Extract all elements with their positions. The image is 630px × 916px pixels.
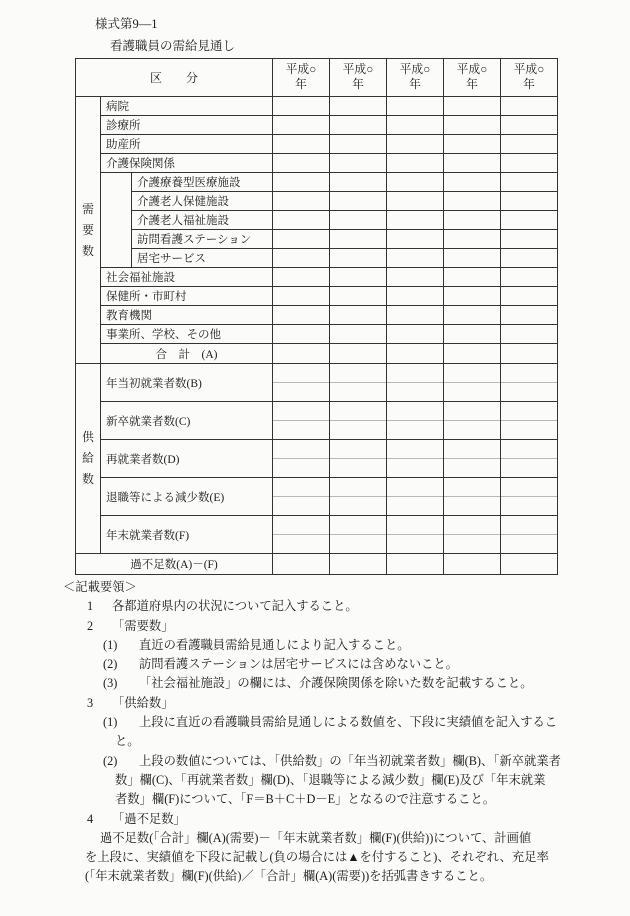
data-cell-total-year3 <box>387 344 444 364</box>
data-cell-demand2-year3 <box>387 116 444 135</box>
supply-row-label-cell: 退職等による減少数(E) <box>101 478 273 516</box>
data-cell-demand1-year5 <box>501 97 558 116</box>
data-cell-demand5-year1 <box>273 173 330 192</box>
data-cell-demand6-year1 <box>273 192 330 211</box>
note-line-6 <box>0 694 630 713</box>
plan-value-cell <box>501 516 557 535</box>
data-cell-demand13-year2 <box>330 325 387 344</box>
data-cell-demand8-year3 <box>387 230 444 249</box>
row-label-cell: 保健所・市町村 <box>101 287 273 306</box>
table-row-demand-7 <box>76 211 558 230</box>
table-row-supply-1 <box>76 364 558 402</box>
table-row-demand-13 <box>76 325 558 344</box>
data-cell-demand7-year3 <box>387 211 444 230</box>
data-cell-demand12-year5 <box>501 306 558 325</box>
plan-value-cell <box>330 440 386 459</box>
data-cell-demand6-year5 <box>501 192 558 211</box>
data-cell-shortage-year1 <box>273 554 330 575</box>
data-cell-demand12-year1 <box>273 306 330 325</box>
split-data-cell-supply2-year1 <box>273 402 330 440</box>
table-row-total <box>76 344 558 364</box>
plan-value-cell <box>330 516 386 535</box>
sub-row-label-cell: 訪問看護ステーション <box>132 230 273 249</box>
actual-value-cell <box>330 535 386 553</box>
year-bottom-label: 年 <box>352 77 364 91</box>
supply-row-label-cell: 年末就業者数(F) <box>101 516 273 554</box>
table-row-demand-6 <box>76 192 558 211</box>
data-cell-demand9-year5 <box>501 249 558 268</box>
data-cell-demand10-year2 <box>330 268 387 287</box>
year-top-label: 平成○ <box>285 61 317 76</box>
row-label-cell: 病院 <box>101 97 273 116</box>
note-line-number: (2) <box>103 753 118 768</box>
split-data-cell-supply3-year1 <box>273 440 330 478</box>
actual-value-cell <box>501 383 557 401</box>
actual-value-cell <box>273 535 329 553</box>
split-data-cell-supply4-year2 <box>330 478 387 516</box>
supply-group-cell <box>76 364 101 554</box>
plan-value-cell <box>273 364 329 383</box>
data-cell-demand10-year4 <box>444 268 501 287</box>
data-cell-demand2-year2 <box>330 116 387 135</box>
header-year-cell-2 <box>330 59 387 97</box>
actual-value-cell <box>444 459 500 477</box>
table-row-supply-3 <box>76 440 558 478</box>
split-data-cell-supply5-year2 <box>330 516 387 554</box>
header-year-cell-3 <box>387 59 444 97</box>
actual-value-cell <box>273 497 329 515</box>
split-data-cell-supply1-year5 <box>501 364 558 402</box>
table-row-demand-10 <box>76 268 558 287</box>
plan-value-cell <box>387 364 443 383</box>
data-cell-demand13-year1 <box>273 325 330 344</box>
sub-row-label-cell: 介護老人保健施設 <box>132 192 273 211</box>
actual-value-cell <box>273 421 329 439</box>
table-row-demand-1 <box>76 97 558 116</box>
data-cell-demand2-year1 <box>273 116 330 135</box>
actual-value-cell <box>330 497 386 515</box>
data-cell-demand6-year3 <box>387 192 444 211</box>
data-cell-demand1-year3 <box>387 97 444 116</box>
data-cell-total-year1 <box>273 344 330 364</box>
actual-value-cell <box>501 459 557 477</box>
plan-value-cell <box>501 402 557 421</box>
plan-value-cell <box>273 402 329 421</box>
supply-row-label-cell: 新卒就業者数(C) <box>101 402 273 440</box>
data-cell-demand7-year4 <box>444 211 501 230</box>
actual-value-cell <box>444 421 500 439</box>
actual-value-cell <box>387 535 443 553</box>
plan-value-cell <box>330 364 386 383</box>
actual-value-cell <box>444 383 500 401</box>
data-cell-demand6-year4 <box>444 192 501 211</box>
row-label-cell: 助産所 <box>101 135 273 154</box>
table-row-supply-2 <box>76 402 558 440</box>
actual-value-cell <box>501 497 557 515</box>
data-cell-demand7-year5 <box>501 211 558 230</box>
data-cell-demand6-year2 <box>330 192 387 211</box>
form-number: 様式第9―1 <box>95 17 158 31</box>
data-cell-shortage-year2 <box>330 554 387 575</box>
data-cell-demand13-year5 <box>501 325 558 344</box>
actual-value-cell <box>387 459 443 477</box>
table-row-shortage <box>76 554 558 575</box>
header-year-cell-1 <box>273 59 330 97</box>
actual-value-cell <box>387 383 443 401</box>
table-row-supply-5 <box>76 516 558 554</box>
sub-indent-strip <box>101 173 132 268</box>
row-label-cell: 教育機関 <box>101 306 273 325</box>
data-cell-demand3-year2 <box>330 135 387 154</box>
plan-value-cell <box>387 516 443 535</box>
split-data-cell-supply3-year3 <box>387 440 444 478</box>
split-data-cell-supply4-year4 <box>444 478 501 516</box>
year-bottom-label: 年 <box>409 77 421 91</box>
table-row-supply-4 <box>76 478 558 516</box>
plan-value-cell <box>387 478 443 497</box>
plan-value-cell <box>444 364 500 383</box>
note-line-text: 各都道府県内の状況について記入すること。 <box>112 599 358 614</box>
data-cell-total-year4 <box>444 344 501 364</box>
actual-value-cell <box>501 535 557 553</box>
year-top-label: 平成○ <box>513 61 545 76</box>
sub-row-label-cell: 介護老人福祉施設 <box>132 211 273 230</box>
row-label-cell: 診療所 <box>101 116 273 135</box>
split-data-cell-supply4-year1 <box>273 478 330 516</box>
data-cell-demand12-year2 <box>330 306 387 325</box>
data-cell-total-year5 <box>501 344 558 364</box>
plan-value-cell <box>330 402 386 421</box>
split-data-cell-supply2-year3 <box>387 402 444 440</box>
plan-value-cell <box>501 478 557 497</box>
split-data-cell-supply4-year3 <box>387 478 444 516</box>
data-cell-demand10-year1 <box>273 268 330 287</box>
data-cell-demand11-year3 <box>387 287 444 306</box>
note-line-number: 2 <box>87 618 94 633</box>
note-line-text: 「社会福祉施設」の欄には、介護保険関係を除いた数を記載すること。 <box>139 676 533 691</box>
actual-value-cell <box>330 421 386 439</box>
data-cell-demand10-year5 <box>501 268 558 287</box>
group-label-char: 供 <box>82 430 94 444</box>
data-cell-demand10-year3 <box>387 268 444 287</box>
split-data-cell-supply3-year5 <box>501 440 558 478</box>
header-year-cell-4 <box>444 59 501 97</box>
actual-value-cell <box>387 497 443 515</box>
demand-group-cell <box>76 97 101 364</box>
actual-value-cell <box>444 535 500 553</box>
table-row-demand-12 <box>76 306 558 325</box>
group-label-char: 給 <box>82 451 94 465</box>
group-label-char: 需 <box>82 201 94 216</box>
note-line-5 <box>0 674 630 693</box>
actual-value-cell <box>330 459 386 477</box>
note-line-number: (3) <box>103 676 118 691</box>
shortage-row-label-cell: 過不足数(A)－(F) <box>76 554 273 575</box>
note-line-2 <box>0 617 630 636</box>
actual-value-cell <box>387 421 443 439</box>
data-cell-demand1-year1 <box>273 97 330 116</box>
group-label-char: 数 <box>82 243 94 258</box>
table-row-demand-3 <box>76 135 558 154</box>
supply-row-label-cell: 再就業者数(D) <box>101 440 273 478</box>
group-label-char: 数 <box>82 472 94 486</box>
split-data-cell-supply1-year3 <box>387 364 444 402</box>
plan-value-cell <box>387 440 443 459</box>
table-row-demand-5 <box>76 173 558 192</box>
note-line-11: 者数」欄(F)について、「F＝B＋C＋D－E」となるので注意すること。 <box>115 792 496 807</box>
notes-heading: ＜記載要領＞ <box>63 580 137 594</box>
plan-value-cell <box>501 364 557 383</box>
year-top-label: 平成○ <box>342 61 374 76</box>
actual-value-cell <box>330 383 386 401</box>
note-line-15: (「年末就業者数」欄(F)(供給)／「合計」欄(A)(需要))を括弧書きすること。 <box>85 869 493 884</box>
data-cell-demand3-year1 <box>273 135 330 154</box>
split-data-cell-supply5-year1 <box>273 516 330 554</box>
split-data-cell-supply1-year1 <box>273 364 330 402</box>
data-cell-demand1-year2 <box>330 97 387 116</box>
data-cell-demand9-year1 <box>273 249 330 268</box>
year-top-label: 平成○ <box>399 61 431 76</box>
note-line-text: 「過不足数」 <box>112 811 186 826</box>
data-cell-demand4-year4 <box>444 154 501 173</box>
note-line-number: 3 <box>87 695 94 710</box>
data-cell-demand8-year4 <box>444 230 501 249</box>
supply-row-label-cell: 年当初就業者数(B) <box>101 364 273 402</box>
row-label-cell: 介護保険関係 <box>101 154 273 173</box>
table-row-demand-4 <box>76 154 558 173</box>
header-category-cell: 区 分 <box>76 59 273 97</box>
data-cell-demand8-year5 <box>501 230 558 249</box>
data-cell-demand8-year1 <box>273 230 330 249</box>
data-cell-demand5-year2 <box>330 173 387 192</box>
split-data-cell-supply3-year2 <box>330 440 387 478</box>
table-row-demand-11 <box>76 287 558 306</box>
note-line-number: (1) <box>103 637 118 652</box>
note-line-9 <box>0 752 630 771</box>
sub-row-label-cell: 居宅サービス <box>132 249 273 268</box>
actual-value-cell <box>273 383 329 401</box>
data-cell-demand3-year4 <box>444 135 501 154</box>
plan-value-cell <box>273 478 329 497</box>
actual-value-cell <box>273 459 329 477</box>
group-label-char: 要 <box>82 222 94 237</box>
split-data-cell-supply5-year4 <box>444 516 501 554</box>
note-line-number: (1) <box>103 715 118 730</box>
row-label-cell: 事業所、学校、その他 <box>101 325 273 344</box>
data-cell-shortage-year3 <box>387 554 444 575</box>
table-row-demand-9 <box>76 249 558 268</box>
note-line-text: 「供給数」 <box>112 695 174 710</box>
data-cell-demand11-year2 <box>330 287 387 306</box>
split-data-cell-supply1-year4 <box>444 364 501 402</box>
note-line-13: 過不足数(「合計」欄(A)(需要)－「年末就業者数」欄(F)(供給))について、計画値 <box>100 830 532 845</box>
data-cell-demand5-year5 <box>501 173 558 192</box>
year-bottom-label: 年 <box>466 77 478 91</box>
note-line-text: 直近の看護職員需給見通しにより記入すること。 <box>139 637 410 652</box>
data-cell-demand9-year3 <box>387 249 444 268</box>
data-cell-demand5-year4 <box>444 173 501 192</box>
plan-value-cell <box>444 402 500 421</box>
actual-value-cell <box>501 421 557 439</box>
note-line-text: 上段に直近の看護職員需給見通しによる数値を、下段に実績値を記入するこ <box>139 715 558 730</box>
actual-value-cell <box>444 497 500 515</box>
note-line-text: 「需要数」 <box>112 618 174 633</box>
split-data-cell-supply2-year2 <box>330 402 387 440</box>
data-cell-demand11-year1 <box>273 287 330 306</box>
plan-value-cell <box>444 440 500 459</box>
table-header-row <box>76 59 558 97</box>
data-cell-demand9-year2 <box>330 249 387 268</box>
data-cell-demand9-year4 <box>444 249 501 268</box>
year-top-label: 平成○ <box>456 61 488 76</box>
table-row-demand-8 <box>76 230 558 249</box>
plan-value-cell <box>444 478 500 497</box>
sub-row-label-cell: 介護療養型医療施設 <box>132 173 273 192</box>
data-cell-demand12-year4 <box>444 306 501 325</box>
split-data-cell-supply5-year5 <box>501 516 558 554</box>
plan-value-cell <box>387 402 443 421</box>
data-cell-total-year2 <box>330 344 387 364</box>
data-cell-demand4-year5 <box>501 154 558 173</box>
data-cell-demand3-year5 <box>501 135 558 154</box>
document-title: 看護職員の需給見通し <box>110 39 236 53</box>
table-row-demand-2 <box>76 116 558 135</box>
data-cell-demand7-year1 <box>273 211 330 230</box>
plan-value-cell <box>330 478 386 497</box>
note-line-text: 上段の数値については、「供給数」の「年当初就業者数」欄(B)、「新卒就業者 <box>139 753 561 768</box>
split-data-cell-supply1-year2 <box>330 364 387 402</box>
year-bottom-label: 年 <box>523 77 535 91</box>
split-data-cell-supply2-year5 <box>501 402 558 440</box>
plan-value-cell <box>273 516 329 535</box>
split-data-cell-supply5-year3 <box>387 516 444 554</box>
note-line-8: と。 <box>115 734 140 749</box>
data-cell-demand8-year2 <box>330 230 387 249</box>
note-line-4 <box>0 655 630 674</box>
note-line-3 <box>0 636 630 655</box>
data-cell-demand5-year3 <box>387 173 444 192</box>
note-line-number: 4 <box>87 811 94 826</box>
split-data-cell-supply3-year4 <box>444 440 501 478</box>
note-line-10: 数」欄(C)、「再就業者数」欄(D)、「退職等による減少数」欄(E)及び「年末就業 <box>115 772 546 787</box>
plan-value-cell <box>273 440 329 459</box>
row-label-cell: 社会福祉施設 <box>101 268 273 287</box>
note-line-number: 1 <box>87 599 94 614</box>
header-year-cell-5 <box>501 59 558 97</box>
split-data-cell-supply4-year5 <box>501 478 558 516</box>
nurse-supply-demand-table <box>75 58 558 575</box>
data-cell-demand4-year1 <box>273 154 330 173</box>
data-cell-demand2-year4 <box>444 116 501 135</box>
data-cell-demand3-year3 <box>387 135 444 154</box>
plan-value-cell <box>444 516 500 535</box>
data-cell-shortage-year5 <box>501 554 558 575</box>
note-line-14: を上段に、実績値を下段に記載し(負の場合には▲を付すること)、それぞれ、充足率 <box>85 850 549 865</box>
split-data-cell-supply2-year4 <box>444 402 501 440</box>
data-cell-demand4-year3 <box>387 154 444 173</box>
plan-value-cell <box>501 440 557 459</box>
note-line-text: 訪問看護ステーションは居宅サービスには含めないこと。 <box>139 657 458 672</box>
data-cell-demand1-year4 <box>444 97 501 116</box>
data-cell-shortage-year4 <box>444 554 501 575</box>
note-line-1 <box>0 597 630 616</box>
data-cell-demand2-year5 <box>501 116 558 135</box>
note-line-7 <box>0 713 630 732</box>
data-cell-demand13-year3 <box>387 325 444 344</box>
year-bottom-label: 年 <box>295 77 307 91</box>
data-cell-demand12-year3 <box>387 306 444 325</box>
data-cell-demand7-year2 <box>330 211 387 230</box>
data-cell-demand4-year2 <box>330 154 387 173</box>
note-line-number: (2) <box>103 657 118 672</box>
data-cell-demand13-year4 <box>444 325 501 344</box>
data-cell-demand11-year4 <box>444 287 501 306</box>
notes-section <box>0 578 630 887</box>
total-row-label-cell: 合 計 (A) <box>101 344 273 364</box>
data-cell-demand11-year5 <box>501 287 558 306</box>
note-line-12 <box>0 810 630 829</box>
